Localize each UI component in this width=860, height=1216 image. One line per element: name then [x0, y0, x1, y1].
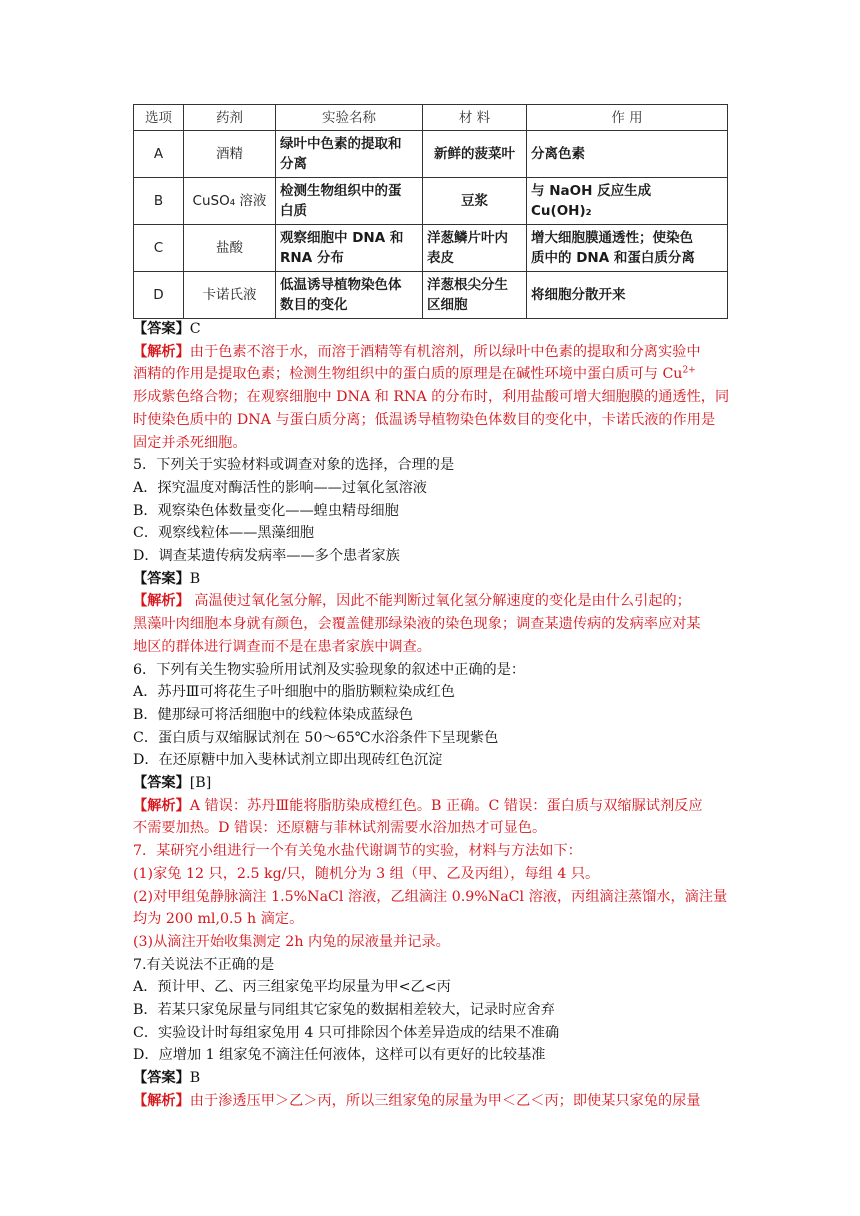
- explanation-continuation: [133, 886, 727, 908]
- answer-line: [133, 1067, 200, 1089]
- line-text: B．观察染色体数量变化——蝗虫精母细胞: [133, 502, 399, 519]
- cell-line: 绿叶中色素的提取和: [280, 136, 402, 152]
- explanation-continuation: [133, 636, 431, 658]
- table-header-cell: 材 料: [423, 105, 527, 131]
- line-text: 形成紫色络合物；在观察细胞中 DNA 和 RNA 的分布时，利用盐酸可增大细胞膜的通透性，同: [133, 389, 730, 406]
- answer-label: 【答案】: [133, 775, 190, 791]
- answer-value: B: [189, 1070, 201, 1087]
- line-text: B．健那绿可将活细胞中的线粒体染成蓝绿色: [133, 706, 413, 723]
- explanation-continuation: [133, 409, 715, 431]
- explanation-continuation: [133, 931, 450, 953]
- explanation-label: 【解析】: [133, 1092, 190, 1109]
- answer-label: 【答案】: [133, 1070, 190, 1087]
- explanation-continuation: [133, 432, 247, 454]
- table-header-cell: 药剂: [184, 105, 276, 131]
- table-row: [134, 225, 728, 272]
- cell-line: 白质: [280, 203, 307, 219]
- answer-value: [B]: [189, 775, 212, 791]
- cell-line: 数目的变化: [280, 297, 348, 313]
- experiment-cell: [276, 131, 423, 178]
- line-text: A．预计甲、乙、丙三组家兔平均尿量为甲<乙<丙: [133, 979, 451, 996]
- option-cell: A: [134, 131, 184, 178]
- function-cell: [527, 131, 728, 178]
- explanation-text: A 错误：苏丹Ⅲ能将脂肪染成橙红色。B 正确。C 错误：蛋白质与双缩脲试剂反应: [189, 797, 703, 814]
- answer-line: [133, 318, 201, 340]
- line-text: 5．下列关于实验材料或调查对象的选择，合理的是: [133, 457, 455, 474]
- question-line: [133, 681, 455, 703]
- line-text: D．应增加 1 组家兔不滴注任何液体，这样可以有更好的比较基准: [133, 1047, 546, 1064]
- line-text: (1)家兔 12 只，2.5 kg/只，随机分为 3 组（甲、乙及丙组），每组 4 只。: [133, 865, 600, 882]
- explanation-line: [133, 341, 701, 363]
- explanation-continuation: [133, 817, 546, 839]
- line-text: D．在还原糖中加入斐林试剂立即出现砖红色沉淀: [133, 752, 443, 769]
- cell-line: 低温诱导植物染色体: [280, 277, 402, 293]
- question-line: [133, 976, 451, 998]
- cell-line: 豆浆: [461, 193, 488, 209]
- question-line: [133, 704, 413, 726]
- answer-label: 【答案】: [133, 321, 190, 337]
- line-text: 酒精的作用是提取色素；检测生物组织中的蛋白质的原理是在碱性环境中蛋白质可与 Cu: [133, 366, 683, 383]
- table-row: [134, 272, 728, 319]
- cell-line: 质中的 DNA 和蛋白质分离: [531, 250, 695, 266]
- option-cell: C: [134, 225, 184, 272]
- material-cell: [423, 131, 527, 178]
- explanation-text: 高温使过氧化氢分解，因此不能判断过氧化氢分解速度的变化是由什么引起的；: [189, 593, 691, 610]
- line-text: D．调查某遗传病发病率——多个患者家族: [133, 548, 400, 564]
- reagent-cell: 卡诺氏液: [184, 272, 276, 319]
- cell-line: 将细胞分散开来: [531, 287, 626, 303]
- explanation-continuation: [133, 613, 701, 635]
- question-line: [133, 659, 525, 681]
- explanation-label: 【解析】: [133, 593, 190, 610]
- cell-line: 观察细胞中 DNA 和: [280, 230, 404, 246]
- cell-line: 新鲜的菠菜叶: [434, 146, 515, 162]
- superscript: 2+: [682, 365, 696, 376]
- line-text: C．观察线粒体——黑藻细胞: [133, 525, 315, 542]
- question-line: [133, 1044, 546, 1066]
- line-text: C．实验设计时每组家兔用 4 只可排除因个体差异造成的结果不准确: [133, 1024, 560, 1041]
- line-text: 均为 200 ml,0.5 h 滴定。: [133, 911, 304, 928]
- material-cell: [423, 178, 527, 225]
- table-header-cell: 选项: [134, 105, 184, 131]
- question-line: [133, 477, 427, 499]
- function-cell: [527, 178, 728, 225]
- line-text: B．若某只家兔尿量与同组其它家兔的数据相差较大，记录时应舍弃: [133, 1002, 555, 1018]
- line-text: 时使染色质中的 DNA 与蛋白质分离；低温诱导植物染色体数目的变化中，卡诺氏液的作用是: [133, 411, 716, 428]
- line-text: 固定并杀死细胞。: [133, 434, 247, 451]
- cell-line: 增大细胞膜通透性；使染色: [531, 230, 693, 246]
- answer-line: [133, 772, 211, 794]
- reagent-table: [133, 104, 728, 319]
- explanation-continuation: [133, 840, 582, 862]
- answer-value: B: [189, 570, 201, 587]
- experiment-cell: [276, 178, 423, 225]
- line-text: 地区的群体进行调查而不是在患者家族中调查。: [133, 638, 431, 655]
- experiment-cell: [276, 272, 423, 319]
- explanation-text: 由于渗透压甲＞乙＞丙，所以三组家兔的尿量为甲＜乙＜丙；即使某只家兔的尿量: [189, 1092, 701, 1109]
- question-line: [133, 727, 498, 749]
- material-cell: [423, 272, 527, 319]
- table-header-cell: 实验名称: [276, 105, 423, 131]
- table-row: [134, 131, 728, 178]
- question-line: [133, 454, 454, 476]
- explanation-line: [133, 795, 703, 817]
- cell-line: RNA 分布: [280, 250, 344, 266]
- explanation-line: [133, 590, 691, 612]
- table-header-cell: 作 用: [527, 105, 728, 131]
- reagent-cell: 盐酸: [184, 225, 276, 272]
- question-line: [133, 954, 274, 976]
- explanation-continuation: [133, 908, 303, 930]
- line-text: (2)对甲组兔静脉滴注 1.5%NaCl 溶液，乙组滴注 0.9%NaCl 溶液，丙组滴注蒸馏水，滴注量: [133, 888, 728, 905]
- cell-line: 分离色素: [531, 146, 585, 162]
- explanation-line: [133, 1090, 701, 1112]
- line-text: A．苏丹Ⅲ可将花生子叶细胞中的脂肪颗粒染成红色: [133, 684, 455, 701]
- cell-line: 区细胞: [427, 297, 468, 313]
- explanation-continuation: [133, 863, 599, 885]
- explanation-label: 【解析】: [133, 343, 190, 360]
- line-text: (3)从滴注开始收集测定 2h 内兔的尿液量并记录。: [133, 933, 450, 950]
- experiment-cell: [276, 225, 423, 272]
- line-text: C．蛋白质与双缩脲试剂在 50～65℃水浴条件下呈现紫色: [133, 729, 499, 746]
- line-text: 7.有关说法不正确的是: [133, 956, 275, 973]
- explanation-text: 由于色素不溶于水，而溶于酒精等有机溶剂，所以绿叶中色素的提取和分离实验中: [189, 343, 701, 360]
- table-row: [134, 178, 728, 225]
- question-line: [133, 545, 400, 567]
- question-line: [133, 749, 442, 771]
- line-text: A．探究温度对酶活性的影响——过氧化氢溶液: [133, 479, 427, 496]
- function-cell: [527, 225, 728, 272]
- function-cell: [527, 272, 728, 319]
- cell-line: 洋葱根尖分生: [427, 277, 508, 293]
- reagent-cell: 酒精: [184, 131, 276, 178]
- line-text: 7．某研究小组进行一个有关兔水盐代谢调节的实验，材料与方法如下：: [133, 843, 582, 860]
- answer-line: [133, 568, 200, 590]
- reagent-cell: CuSO₄ 溶液: [184, 178, 276, 225]
- material-cell: [423, 225, 527, 272]
- question-line: [133, 999, 555, 1021]
- reagent-table-body: [134, 131, 728, 319]
- cell-line: Cu(OH)₂: [531, 203, 592, 219]
- explanation-continuation: [133, 386, 729, 408]
- answer-value: C: [189, 321, 201, 337]
- cell-line: 分离: [280, 156, 307, 172]
- option-cell: B: [134, 178, 184, 225]
- cell-line: 洋葱鳞片叶内: [427, 230, 508, 246]
- explanation-continuation: [133, 363, 696, 385]
- cell-line: 表皮: [427, 250, 454, 266]
- question-line: [133, 1022, 559, 1044]
- cell-line: 检测生物组织中的蛋: [280, 183, 402, 199]
- question-line: [133, 500, 399, 522]
- option-cell: D: [134, 272, 184, 319]
- line-text: 6．下列有关生物实验所用试剂及实验现象的叙述中正确的是：: [133, 661, 526, 678]
- line-text: 不需要加热。D 错误：还原糖与菲林试剂需要水浴加热才可显色。: [133, 820, 547, 837]
- explanation-label: 【解析】: [133, 797, 190, 814]
- line-text: 黑藻叶肉细胞本身就有颜色，会覆盖健那绿染液的染色现象；调查某遗传病的发病率应对某: [133, 616, 701, 633]
- reagent-table-header: [134, 105, 728, 131]
- question-line: [133, 522, 314, 544]
- answer-label: 【答案】: [133, 570, 190, 587]
- cell-line: 与 NaOH 反应生成: [531, 183, 652, 199]
